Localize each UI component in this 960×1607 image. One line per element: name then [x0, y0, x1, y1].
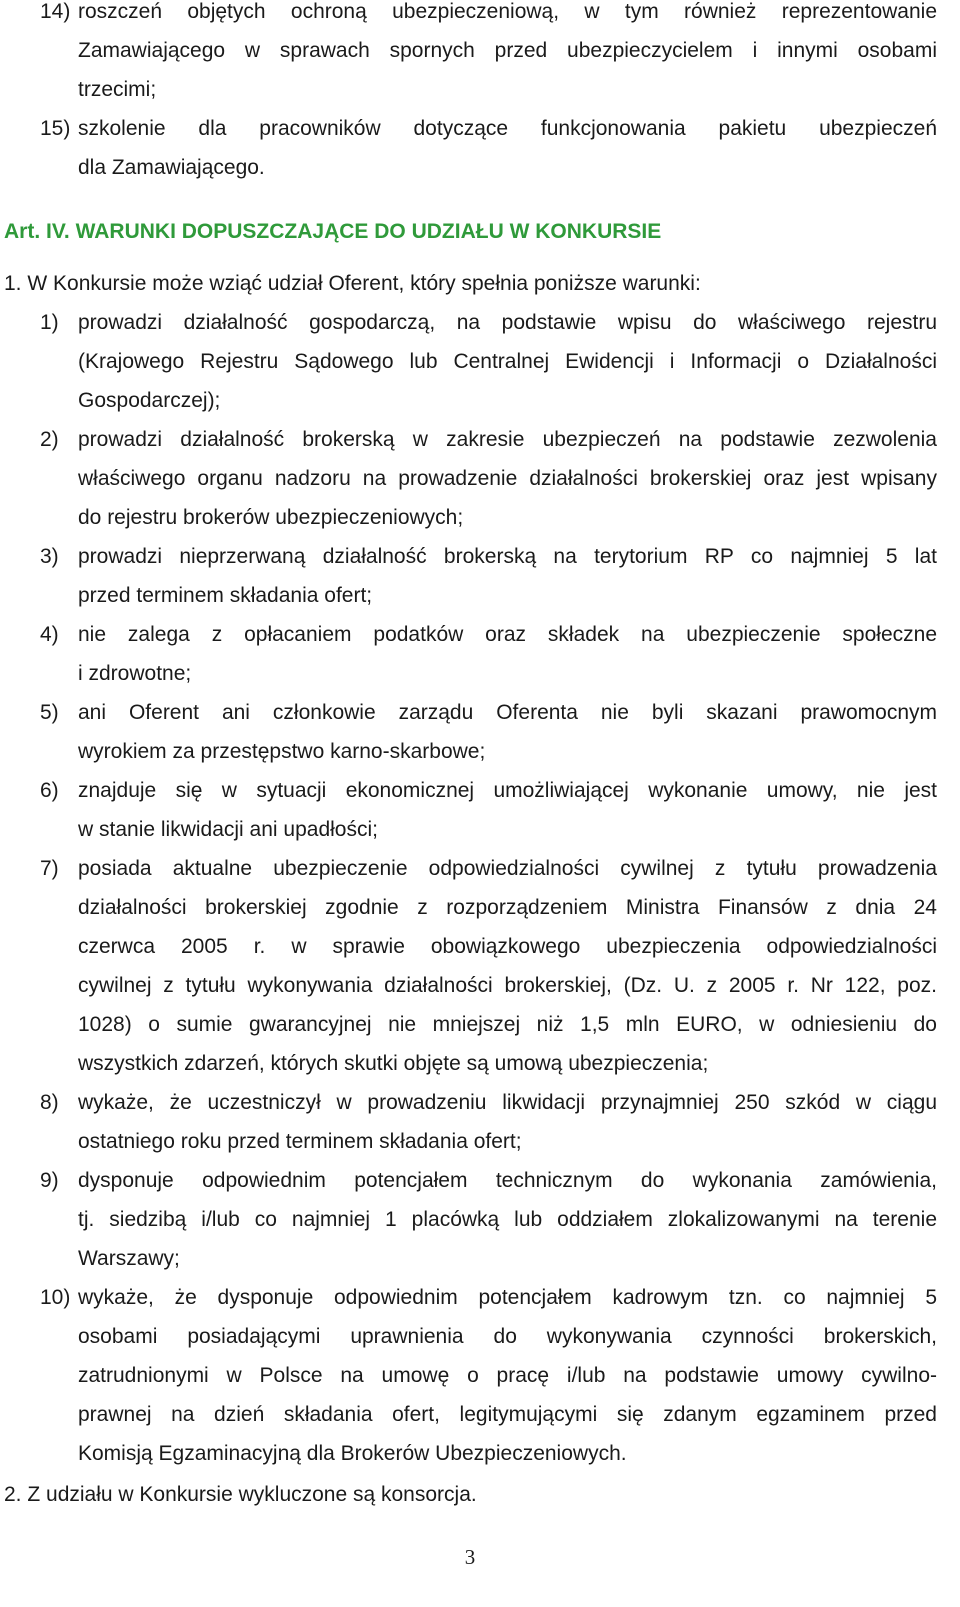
paragraph-1: 1. W Konkursie może wziąć udział Oferent, który spełnia poniższe warunki:: [4, 272, 701, 295]
list-item-line: i zdrowotne;: [78, 662, 192, 685]
list-item-line: szkolenie dla pracowników dotyczące funkcjonowania pakietu ubezpieczeń: [78, 117, 937, 140]
list-item-line: znajduje się w sytuacji ekonomicznej umożliwiającej wykonanie umowy, nie jest: [78, 779, 937, 802]
list-item-number: 7): [40, 857, 59, 880]
list-item-line: ostatniego roku przed terminem składania ofert;: [78, 1130, 522, 1153]
list-item-line: posiada aktualne ubezpieczenie odpowiedzialności cywilnej z tytułu prowadzenia: [78, 857, 937, 880]
list-item-number: 5): [40, 701, 59, 724]
list-item-line: wykaże, że uczestniczył w prowadzeniu likwidacji przynajmniej 250 szkód w ciągu: [78, 1091, 937, 1114]
list-item-number: 4): [40, 623, 59, 646]
list-item-line: przed terminem składania ofert;: [78, 584, 373, 607]
list-item-line: tj. siedzibą i/lub co najmniej 1 placówką lub oddziałem zlokalizowanymi na terenie: [78, 1208, 937, 1231]
list-item-number: 10): [40, 1286, 71, 1309]
list-item-line: czerwca 2005 r. w sprawie obowiązkowego ubezpieczenia odpowiedzialności: [78, 935, 937, 958]
list-item-number: 14): [40, 0, 71, 23]
list-item-line: właściwego organu nadzoru na prowadzenie działalności brokerskiej oraz jest wpisany: [78, 467, 937, 490]
list-item-line: Gospodarczej);: [78, 389, 221, 412]
list-item-line: (Krajowego Rejestru Sądowego lub Centralnej Ewidencji i Informacji o Działalności: [78, 350, 937, 373]
paragraph-2: 2. Z udziału w Konkursie wykluczone są konsorcja.: [4, 1483, 477, 1506]
list-item-line: dysponuje odpowiednim potencjałem technicznym do wykonania zamówienia,: [78, 1169, 937, 1192]
list-item-number: 3): [40, 545, 59, 568]
list-item-line: 1028) o sumie gwarancyjnej nie mniejszej niż 1,5 mln EURO, w odniesieniu do: [78, 1013, 937, 1036]
list-item-line: trzecimi;: [78, 78, 157, 101]
list-item-number: 9): [40, 1169, 59, 1192]
list-item-line: wyrokiem za przestępstwo karno-skarbowe;: [78, 740, 486, 763]
list-item-line: dla Zamawiającego.: [78, 156, 265, 179]
article-heading: Art. IV. WARUNKI DOPUSZCZAJĄCE DO UDZIAŁU W KONKURSIE: [4, 220, 662, 243]
list-item-line: prowadzi działalność gospodarczą, na podstawie wpisu do właściwego rejestru: [78, 311, 937, 334]
list-item-line: osobami posiadającymi uprawnienia do wykonywania czynności brokerskich,: [78, 1325, 937, 1348]
list-item-line: cywilnej z tytułu wykonywania działalności brokerskiej, (Dz. U. z 2005 r. Nr 122, poz.: [78, 974, 937, 997]
list-item-line: prowadzi działalność brokerską w zakresie ubezpieczeń na podstawie zezwolenia: [78, 428, 937, 451]
list-item-number: 2): [40, 428, 59, 451]
list-item-line: wszystkich zdarzeń, których skutki objęte są umową ubezpieczenia;: [78, 1052, 709, 1075]
page-number: 3: [464, 1545, 476, 1569]
list-item-number: 15): [40, 117, 71, 140]
list-item-line: prowadzi nieprzerwaną działalność brokerską na terytorium RP co najmniej 5 lat: [78, 545, 937, 568]
list-item-line: do rejestru brokerów ubezpieczeniowych;: [78, 506, 464, 529]
list-item-line: wykaże, że dysponuje odpowiednim potencjałem kadrowym tzn. co najmniej 5: [78, 1286, 937, 1309]
list-item-number: 6): [40, 779, 59, 802]
list-item-line: działalności brokerskiej zgodnie z rozporządzeniem Ministra Finansów z dnia 24: [78, 896, 937, 919]
list-item-line: nie zalega z opłacaniem podatków oraz składek na ubezpieczenie społeczne: [78, 623, 937, 646]
list-item-line: w stanie likwidacji ani upadłości;: [78, 818, 378, 841]
list-item-line: prawnej na dzień składania ofert, legitymującymi się zdanym egzaminem przed: [78, 1403, 937, 1426]
list-item-line: Warszawy;: [78, 1247, 180, 1270]
list-item-line: Zamawiającego w sprawach spornych przed ubezpieczycielem i innymi osobami: [78, 39, 937, 62]
list-item-number: 1): [40, 311, 59, 334]
list-item-line: roszczeń objętych ochroną ubezpieczeniową, w tym również reprezentowanie: [78, 0, 937, 23]
list-item-line: zatrudnionymi w Polsce na umowę o pracę i/lub na podstawie umowy cywilno-: [78, 1364, 937, 1387]
list-item-line: Komisją Egzaminacyjną dla Brokerów Ubezpieczeniowych.: [78, 1442, 627, 1465]
list-item-line: ani Oferent ani członkowie zarządu Oferenta nie byli skazani prawomocnym: [78, 701, 937, 724]
list-item-number: 8): [40, 1091, 59, 1114]
